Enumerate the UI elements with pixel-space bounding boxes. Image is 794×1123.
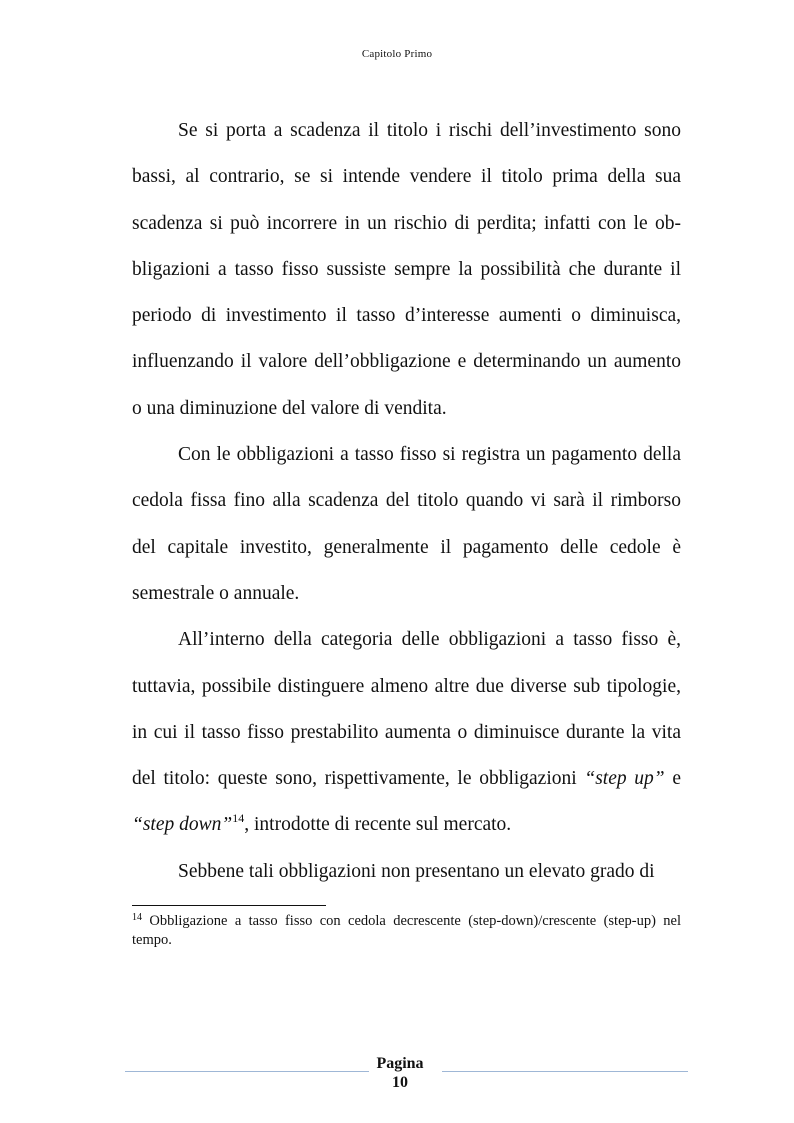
footer-rule-right [442,1071,688,1072]
footnote-separator [132,905,326,906]
footer-rule-left [125,1071,369,1072]
footnote-reference[interactable]: 14 [232,811,245,826]
paragraph-3 [132,617,681,848]
paragraph-2: Con le obbligazioni a tasso fisso si registra un pagamento della cedola fissa fino alla scadenza del titolo quando vi sarà il rimborso del capitale investito, generalmente il pagamento delle cedole è semestrale o annuale. [132,444,681,604]
page-number-block [365,1054,435,1092]
footnote-number: 14 [132,912,142,923]
footnote [132,912,681,950]
main-text [132,108,681,895]
paragraph-3-text-after: , introdotte di recente sul mercato. [244,814,512,836]
page-label: Pagina [376,1055,424,1072]
footnote-text: Obbligazione a tasso fisso con cedola decrescente (step-down)/crescente (step-up) nel tempo. [132,913,681,948]
running-header [0,48,794,60]
paragraph-3-text-before: All’interno della categoria delle obbligazioni a tasso fisso è, tuttavia, possibile distinguere almeno altre due diverse sub tipologie, in cui il tasso fisso prestabilito aumenta o diminuisce durante la vita del titolo: queste sono, rispettivamente, le obbligazioni [132,629,681,790]
term-step-up: “step up” [584,768,665,790]
term-step-down: “step down” [132,814,233,836]
paragraph-1: Se si porta a scadenza il titolo i rischi dell’investimento sono bassi, al contrario, se si intende vendere il titolo prima della sua scadenza si può incorrere in un rischio di perdita; infatti con le obbligazioni a tasso fisso sussiste sempre la possibilità che durante il periodo di investimento il tasso d’interesse aumenti o diminuisca, influenzando il valore dell’obbligazione e determinando un aumento o una diminuzione del valore di vendita. [132,120,681,419]
paragraph-3-text-middle: e [664,768,681,790]
paragraph-4: Sebbene tali obbligazioni non presentano un elevato grado di [178,860,655,882]
page-number: 10 [392,1074,408,1091]
chapter-title: Capitolo Primo [361,48,433,60]
